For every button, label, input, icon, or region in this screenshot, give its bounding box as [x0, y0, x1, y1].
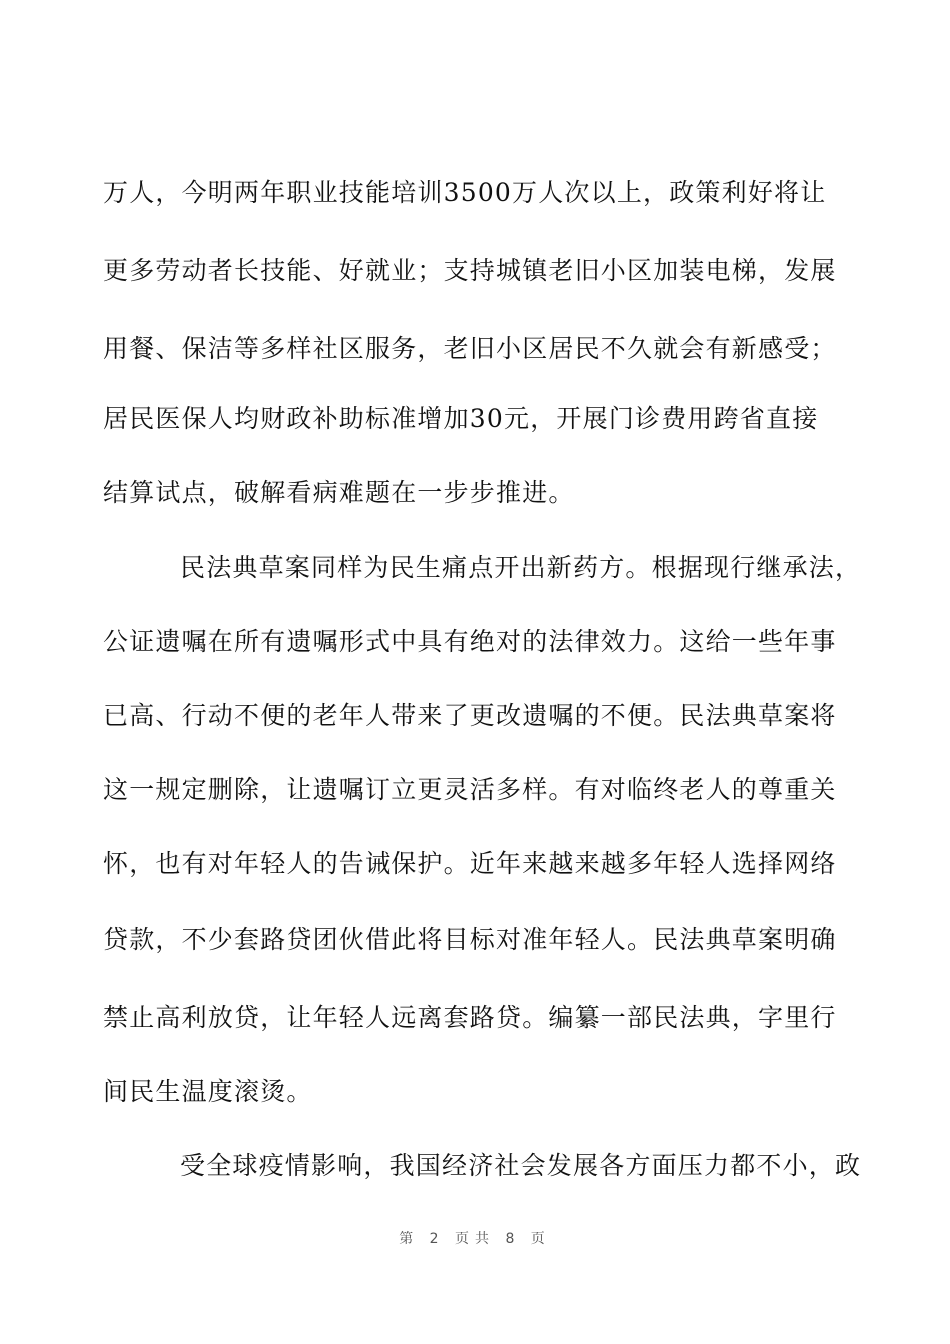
text-line: 结算试点，破解看病难题在一步步推进。	[103, 478, 575, 507]
paragraph-first-line: 受全球疫情影响，我国经济社会发展各方面压力都不小，政	[180, 1151, 862, 1180]
text-line: 禁止高利放贷，让年轻人远离套路贷。编纂一部民法典，字里行	[103, 1003, 837, 1032]
text-line: 万人，今明两年职业技能培训3500万人次以上，政策利好将让	[103, 178, 827, 207]
text-line: 居民医保人均财政补助标准增加30元，开展门诊费用跨省直接	[103, 404, 819, 433]
text-line: 公证遗嘱在所有遗嘱形式中具有绝对的法律效力。这给一些年事	[103, 627, 837, 656]
text-line: 更多劳动者长技能、好就业；支持城镇老旧小区加装电梯，发展	[103, 256, 837, 285]
text-line: 贷款，不少套路贷团伙借此将目标对准年轻人。民法典草案明确	[103, 925, 837, 954]
page-number: 第 2 页共 8 页	[399, 1231, 551, 1247]
paragraph-first-line: 民法典草案同样为民生痛点开出新药方。根据现行继承法，	[180, 553, 862, 582]
text-line: 这一规定删除，让遗嘱订立更灵活多样。有对临终老人的尊重关	[103, 775, 837, 804]
text-line: 间民生温度滚烫。	[103, 1077, 313, 1106]
text-line: 用餐、保洁等多样社区服务，老旧小区居民不久就会有新感受；	[103, 334, 837, 363]
text-line: 已高、行动不便的老年人带来了更改遗嘱的不便。民法典草案将	[103, 701, 837, 730]
text-line: 怀，也有对年轻人的告诫保护。近年来越来越多年轻人选择网络	[103, 849, 837, 878]
